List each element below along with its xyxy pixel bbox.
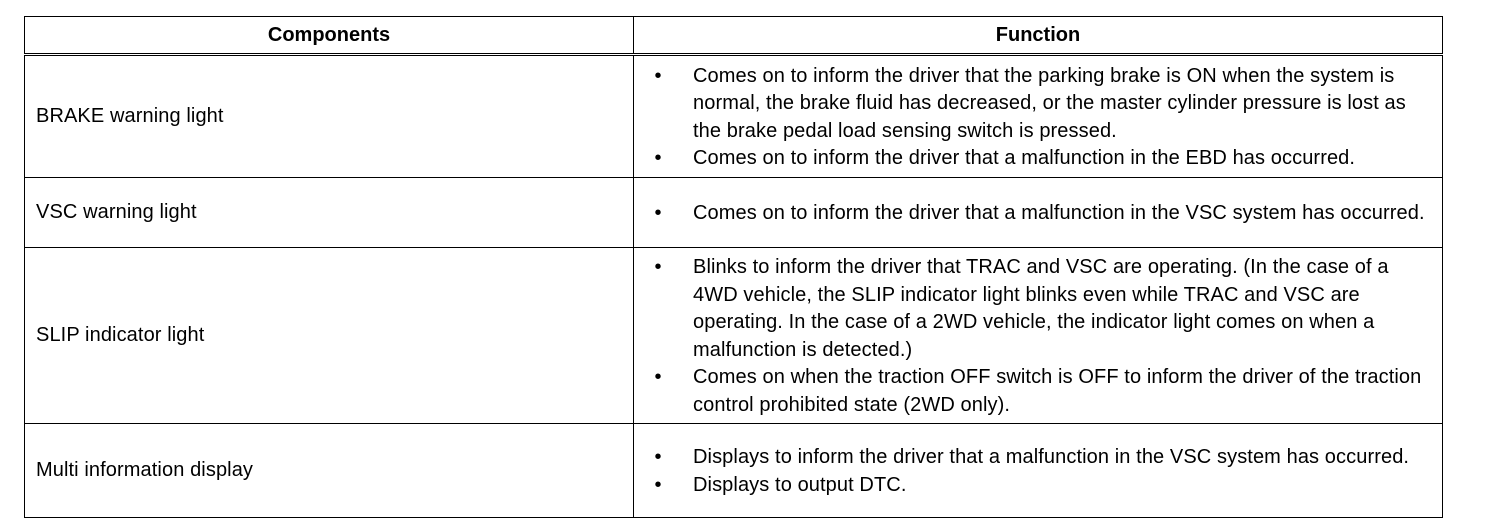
components-function-table-wrapper <box>24 16 1442 518</box>
function-cell <box>634 248 1443 424</box>
function-list <box>644 444 1428 499</box>
table-row-slip-indicator-light <box>25 248 1443 424</box>
components-function-table <box>24 16 1443 518</box>
bullet-icon: • <box>654 366 662 388</box>
function-text: Comes on to inform the driver that a malfunction in the EBD has occurred. <box>693 147 1356 169</box>
function-text: Comes on to inform the driver that the parking brake is ON when the system is normal, the brake fluid has decreased, or the master cylinder pressure is lost as the brake pedal load sensing switch is pressed. <box>693 64 1406 142</box>
bullet-icon: • <box>654 201 662 224</box>
function-item <box>644 63 1428 146</box>
table-row-brake-warning-light <box>25 55 1443 178</box>
function-item <box>644 254 1428 364</box>
component-cell: VSC warning light <box>25 178 634 248</box>
bullet-icon: • <box>654 147 662 169</box>
function-item <box>644 145 1428 173</box>
table-row-vsc-warning-light <box>25 178 1443 248</box>
function-item <box>644 472 1428 500</box>
bullet-icon: • <box>654 256 662 278</box>
function-item <box>644 364 1428 419</box>
function-list <box>644 63 1428 173</box>
function-list <box>644 200 1428 228</box>
function-cell <box>634 424 1443 518</box>
component-cell: SLIP indicator light <box>25 248 634 424</box>
function-text: Comes on to inform the driver that a malfunction in the VSC system has occurred. <box>693 201 1425 224</box>
table-row-multi-information-display <box>25 424 1443 518</box>
bullet-icon: • <box>654 446 662 468</box>
function-list <box>644 254 1428 419</box>
bullet-icon: • <box>654 64 662 87</box>
component-cell: Multi information display <box>25 424 634 518</box>
function-text: Comes on when the traction OFF switch is OFF to inform the driver of the traction control prohibited state (2WD only). <box>693 366 1422 416</box>
function-text: Displays to output DTC. <box>693 473 907 496</box>
component-cell: BRAKE warning light <box>25 55 634 178</box>
function-text: Blinks to inform the driver that TRAC and VSC are operating. (In the case of a 4WD vehicle, the SLIP indicator light blinks even while TRAC and VSC are operating. In the case of a 2WD vehicle, the indicator light comes on when a malfunction is detected.) <box>693 256 1389 361</box>
function-item <box>644 444 1428 472</box>
header-function: Function <box>634 17 1443 55</box>
function-cell <box>634 55 1443 178</box>
function-text: Displays to inform the driver that a malfunction in the VSC system has occurred. <box>693 446 1410 468</box>
header-components: Components <box>25 17 634 55</box>
header-row <box>25 17 1443 55</box>
function-cell <box>634 178 1443 248</box>
function-item <box>644 200 1428 228</box>
bullet-icon: • <box>654 473 662 496</box>
